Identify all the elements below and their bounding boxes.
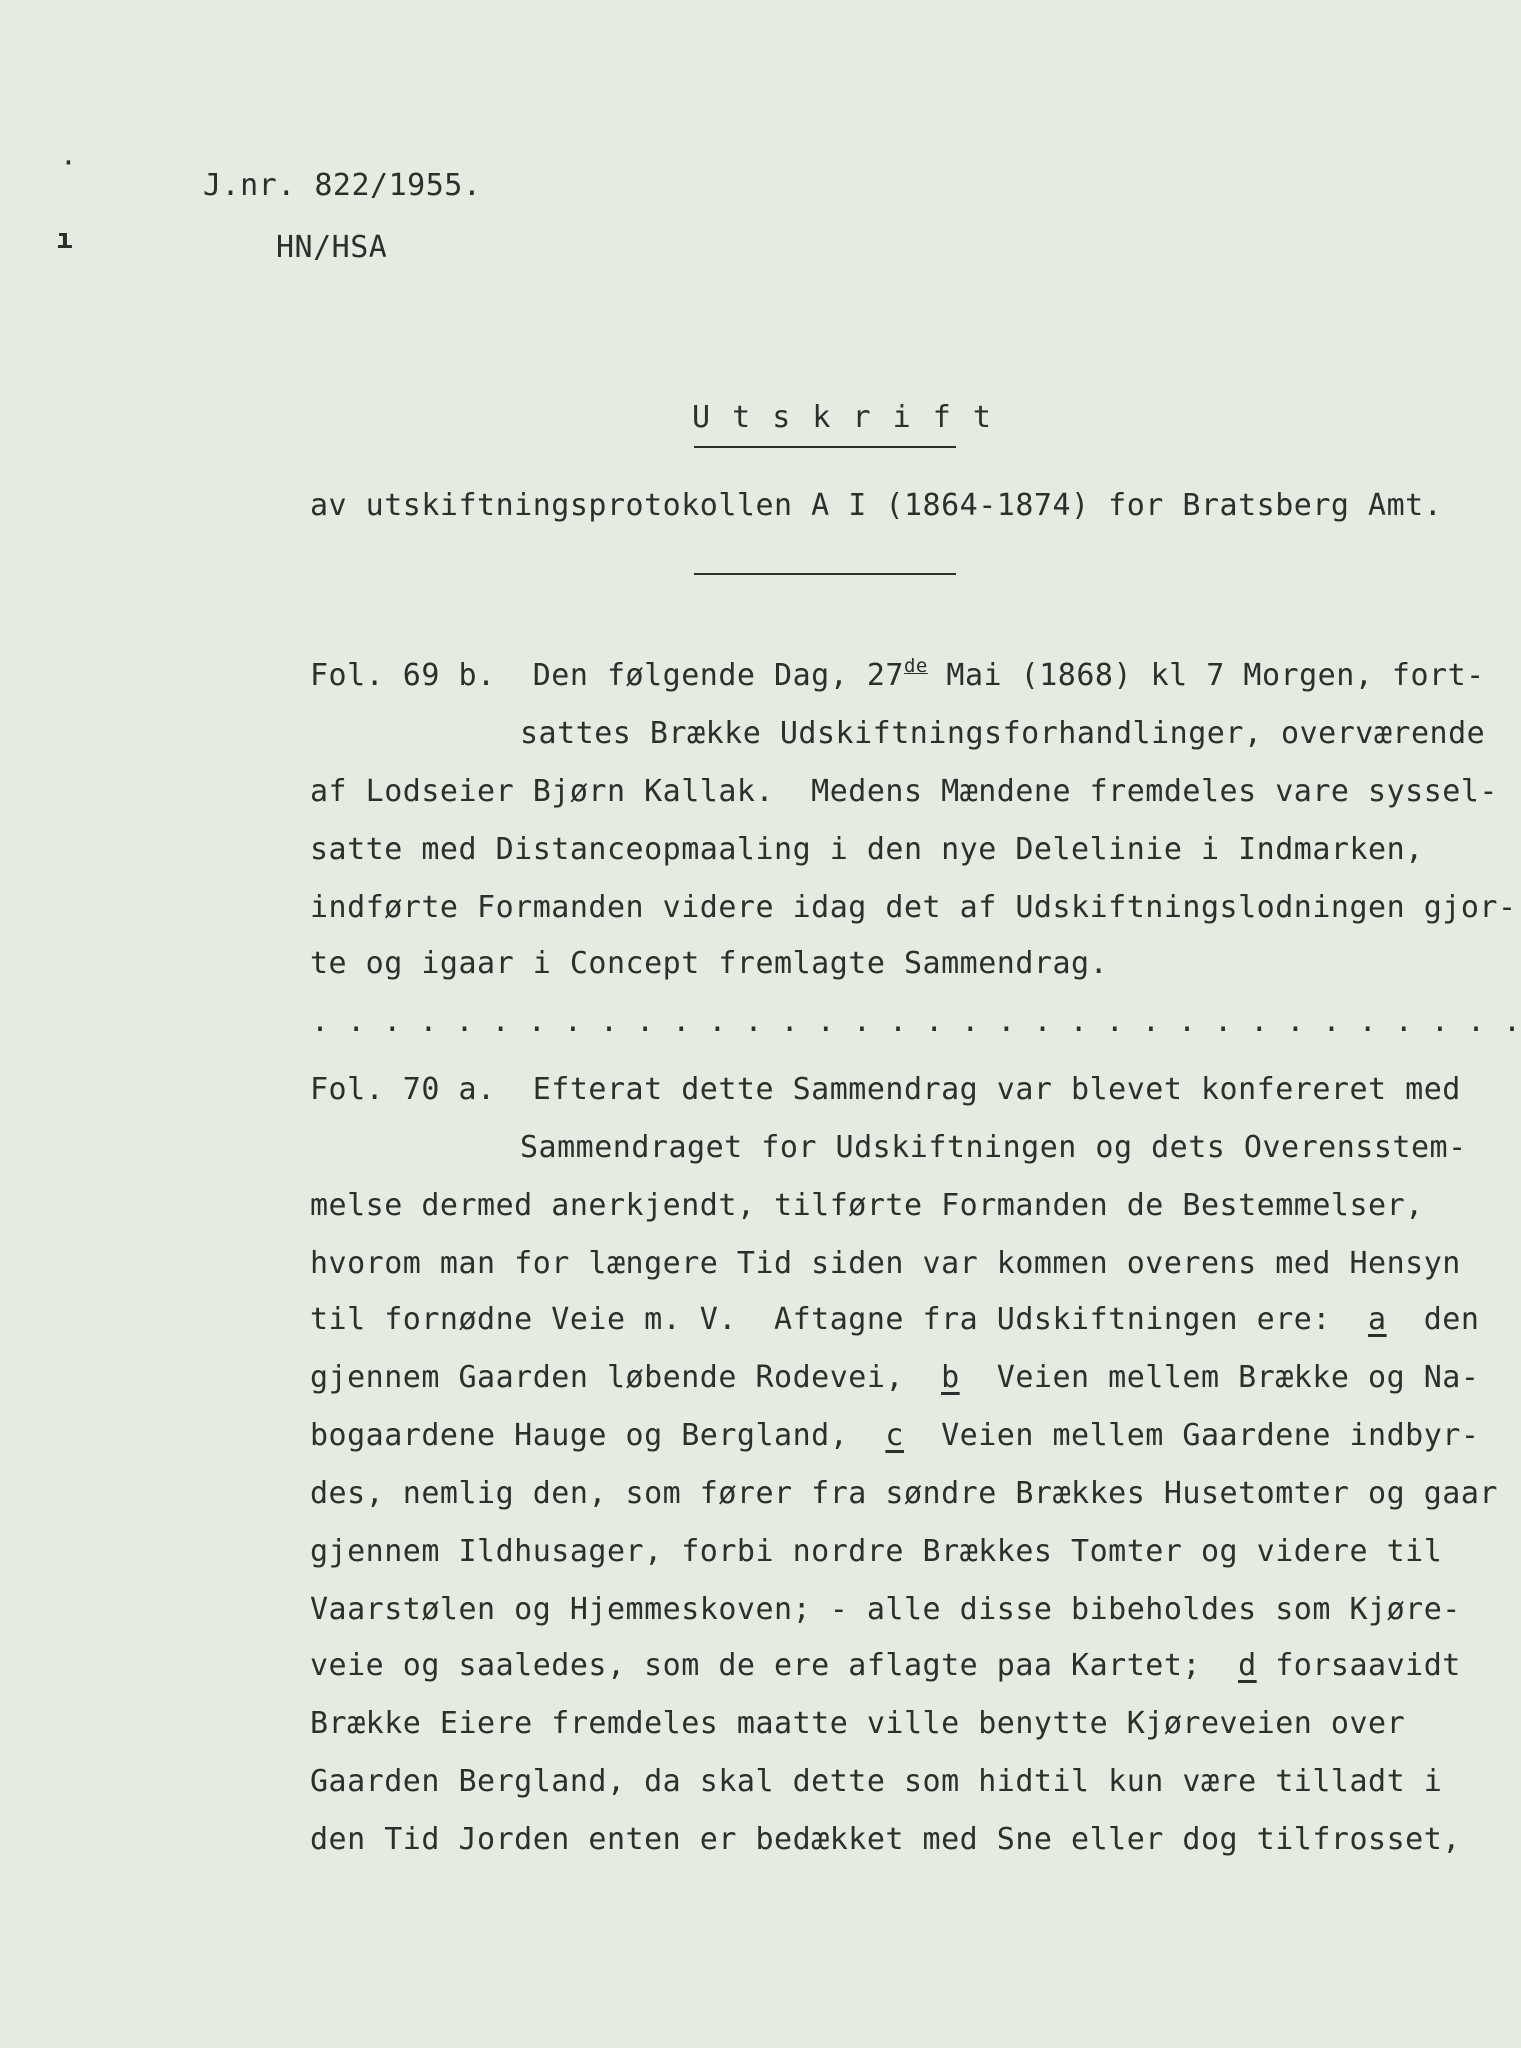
paragraph-line: den Tid Jorden enten er bedækket med Sne eller dog tilfrosset, xyxy=(310,1822,1461,1857)
paragraph-line: gjennem Gaarden løbende Rodevei, b Veien mellem Brække og Na- xyxy=(310,1360,1480,1395)
item-letter: b xyxy=(941,1360,960,1395)
paragraph-line: Brække Eiere fremdeles maatte ville benytte Kjøreveien over xyxy=(310,1706,1406,1741)
folio-label: Fol. 69 b. xyxy=(310,658,496,693)
paragraph-line: gjennem Ildhusager, forbi nordre Brækkes Tomter og videre til xyxy=(310,1534,1443,1569)
folio-label: Fol. 70 a. xyxy=(310,1072,496,1107)
paragraph-line: Fol. 70 a. Efterat dette Sammendrag var blevet konfereret med xyxy=(310,1072,1461,1107)
margin-mark: · xyxy=(60,146,77,179)
paragraph-line: sattes Brække Udskiftningsforhandlinger, overværende xyxy=(520,716,1486,751)
initials: HN/HSA xyxy=(276,230,388,265)
paragraph-line: Sammendraget for Udskiftningen og dets Overensstem- xyxy=(520,1130,1467,1165)
ordinal-superscript: de xyxy=(903,655,928,677)
paragraph-line: Vaarstølen og Hjemmeskoven; - alle disse bibeholdes som Kjøre- xyxy=(310,1592,1461,1627)
paragraph-line: Fol. 69 b. Den følgende Dag, 27de Mai (1868) kl 7 Morgen, fort- xyxy=(310,655,1485,693)
divider-rule xyxy=(694,573,956,575)
paragraph-line: te og igaar i Concept fremlagte Sammendrag. xyxy=(310,946,1109,981)
paragraph-line: melse dermed anerkjendt, tilførte Formanden de Bestemmelser, xyxy=(310,1188,1424,1223)
subtitle: av utskiftningsprotokollen A I (1864-1874) for Bratsberg Amt. xyxy=(310,488,1443,523)
paragraph-line: des, nemlig den, som fører fra søndre Brækkes Husetomter og gaar xyxy=(310,1476,1498,1511)
paragraph-line: af Lodseier Bjørn Kallak. Medens Mændene fremdeles vare syssel- xyxy=(310,774,1498,809)
item-letter: d xyxy=(1238,1648,1257,1683)
margin-mark: ı xyxy=(56,222,73,255)
title-underline xyxy=(694,446,956,448)
paragraph-line: hvorom man for længere Tid siden var kommen overens med Hensyn xyxy=(310,1246,1461,1281)
paragraph-line: bogaardene Hauge og Bergland, c Veien mellem Gaardene indbyr- xyxy=(310,1418,1480,1453)
item-letter: a xyxy=(1368,1302,1387,1337)
journal-number: J.nr. 822/1955. xyxy=(203,168,482,203)
dotted-separator: . . . . . . . . . . . . . . . . . . . . . . . . . . . . . . . . . . xyxy=(311,1004,1521,1039)
document-title: U t s k r i f t xyxy=(692,400,993,435)
paragraph-line: veie og saaledes, som de ere aflagte paa Kartet; d forsaavidt xyxy=(310,1648,1461,1683)
paragraph-line: til fornødne Veie m. V. Aftagne fra Udskiftningen ere: a den xyxy=(310,1302,1480,1337)
paragraph-line: indførte Formanden videre idag det af Udskiftningslodningen gjor- xyxy=(310,890,1517,925)
item-letter: c xyxy=(885,1418,904,1453)
paragraph-line: Gaarden Bergland, da skal dette som hidtil kun være tilladt i xyxy=(310,1764,1443,1799)
paragraph-line: satte med Distanceopmaaling i den nye Delelinie i Indmarken, xyxy=(310,832,1424,867)
